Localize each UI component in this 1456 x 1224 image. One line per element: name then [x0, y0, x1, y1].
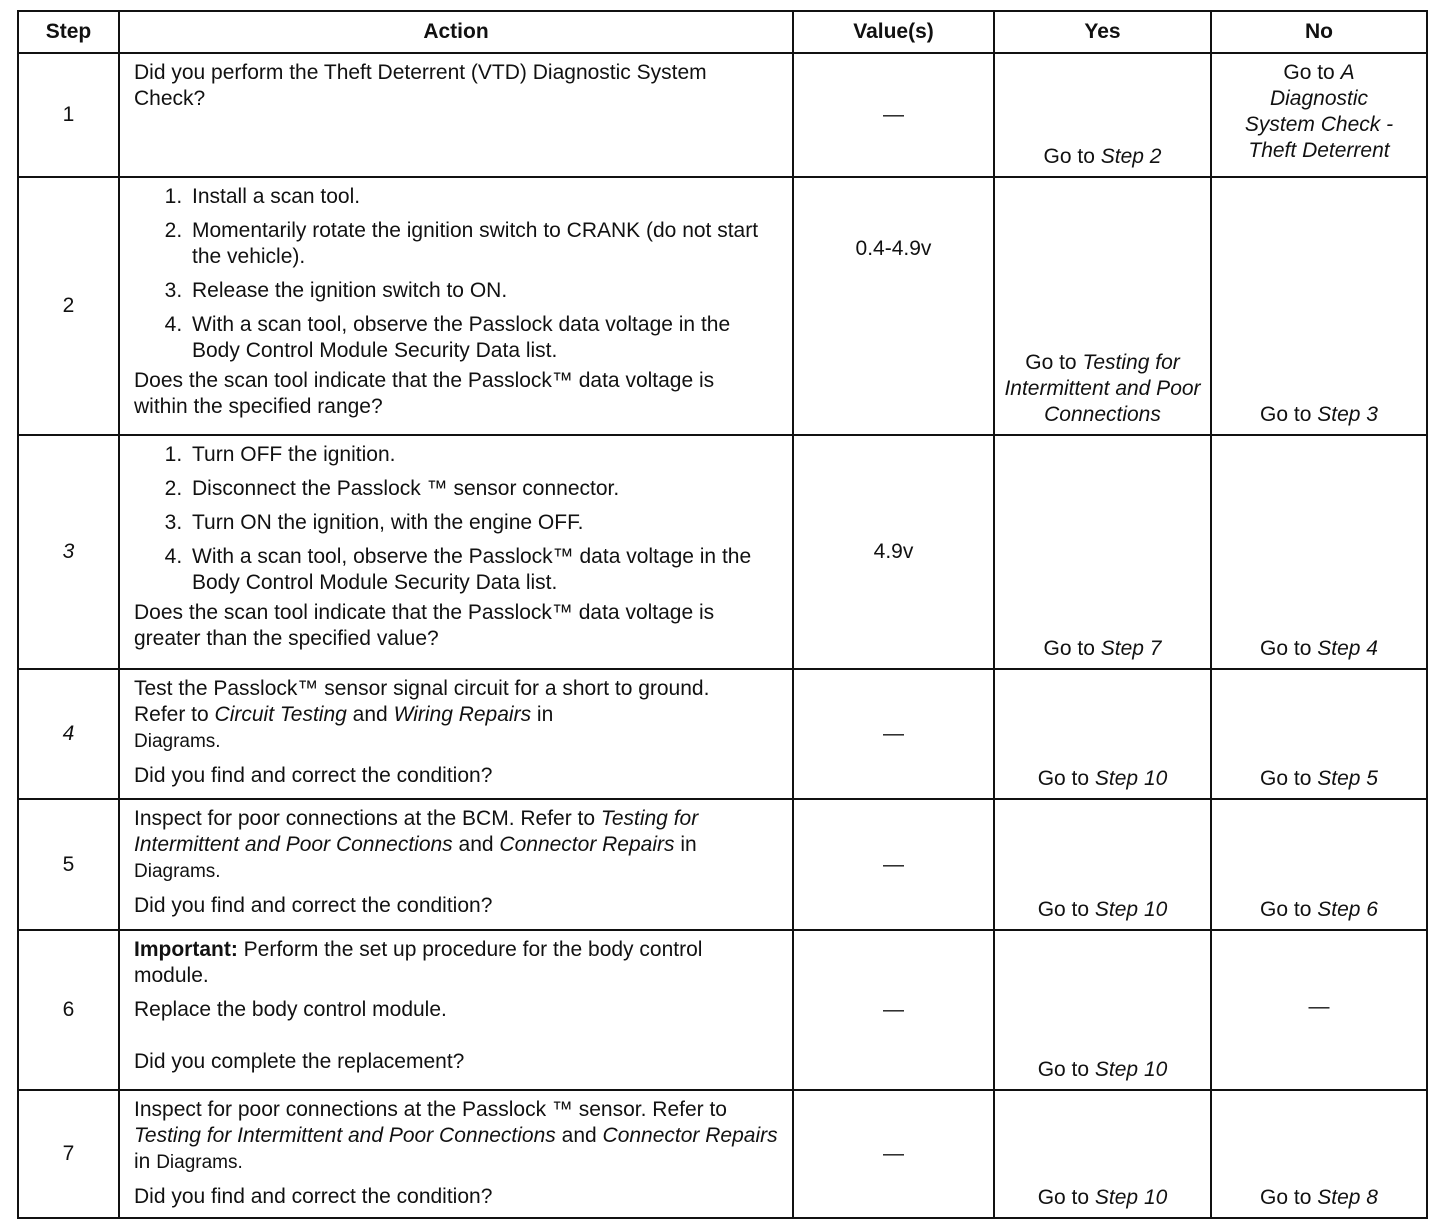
goto-link[interactable]: Step 3 [1317, 403, 1378, 426]
reference-link[interactable]: Testing for Intermittent and Poor Connections [134, 807, 699, 856]
step-number: 7 [18, 1090, 119, 1218]
yes-cell [994, 435, 1211, 669]
goto-prefix: Go to [1037, 767, 1090, 790]
action-cell [119, 669, 793, 799]
goto-prefix: Go to [1283, 61, 1335, 84]
value-cell [793, 177, 994, 435]
value-cell: — [793, 799, 994, 930]
no-cell [1211, 799, 1427, 930]
header-no: No [1211, 11, 1427, 53]
header-yes: Yes [994, 11, 1211, 53]
action-cell [119, 435, 793, 669]
table-row [18, 1090, 1427, 1218]
goto-link-cont[interactable]: System Check - [1244, 113, 1394, 136]
goto-link-cont[interactable]: Theft Deterrent [1248, 139, 1390, 162]
action-text: Replace the body control module. [134, 998, 447, 1021]
action-cell [119, 930, 793, 1090]
yes-cell [994, 799, 1211, 930]
step-number: 3 [18, 435, 119, 669]
goto-link[interactable]: Step 10 [1094, 1058, 1168, 1081]
no-cell: — [1211, 930, 1427, 1090]
header-action: Action [119, 11, 793, 53]
yes-cell [994, 669, 1211, 799]
procedure-item: 2. Disconnect the Passlock ™ sensor connector. [188, 476, 784, 502]
action-text-part: Inspect for poor connections at the Passlock ™ sensor. Refer to [134, 1098, 727, 1121]
goto-link[interactable]: Step 2 [1100, 145, 1162, 168]
step-number: 5 [18, 799, 119, 930]
value-cell: — [793, 1090, 994, 1218]
reference-link[interactable]: Testing for Intermittent and Poor Connections [134, 1124, 556, 1147]
yes-cell [994, 930, 1211, 1090]
goto-prefix: Go to [1037, 898, 1090, 921]
goto-link[interactable]: Step 7 [1100, 637, 1162, 660]
yes-cell [994, 53, 1211, 177]
header-step: Step [18, 11, 119, 53]
goto-link[interactable]: Step 6 [1317, 898, 1378, 921]
goto-prefix: Go to [1037, 1186, 1090, 1209]
procedure-item: 4. With a scan tool, observe the Passlock™ data voltage in the Body Control Module Security Data list. [188, 544, 784, 596]
reference-link[interactable]: Wiring Repairs [393, 703, 532, 726]
procedure-item: 3. Turn ON the ignition, with the engine OFF. [188, 510, 784, 536]
question-text: Did you find and correct the condition? [134, 894, 493, 917]
question-text: Does the scan tool indicate that the Passlock™ data voltage is within the specified range? [134, 369, 715, 418]
no-cell [1211, 177, 1427, 435]
goto-prefix: Go to [1037, 1058, 1090, 1081]
diagrams-reference: Diagrams. [134, 731, 221, 752]
goto-prefix: Go to [1025, 351, 1077, 374]
procedure-item: 4. With a scan tool, observe the Passlock data voltage in the Body Control Module Security Data list. [188, 312, 784, 364]
goto-prefix: Go to [1043, 637, 1095, 660]
important-note [134, 937, 784, 989]
goto-link[interactable]: Step 10 [1094, 767, 1168, 790]
yes-cell [994, 1090, 1211, 1218]
action-text [134, 1097, 784, 1176]
goto-prefix: Go to [1260, 403, 1312, 426]
action-text-part: and [561, 1124, 597, 1147]
table-row [18, 930, 1427, 1090]
step-number: 6 [18, 930, 119, 1090]
question-text: Does the scan tool indicate that the Passlock™ data voltage is greater than the specified value? [134, 601, 715, 650]
header-values: Value(s) [793, 11, 994, 53]
goto-prefix: Go to [1260, 1186, 1312, 1209]
important-text: Perform the set up procedure for the body control module. [134, 938, 703, 987]
goto-prefix: Go to [1260, 898, 1312, 921]
procedure-list [134, 184, 784, 364]
table-row [18, 799, 1427, 930]
diagrams-reference: Diagrams. [134, 861, 221, 882]
goto-link[interactable]: Step 5 [1317, 767, 1378, 790]
step-number: 4 [18, 669, 119, 799]
goto-link[interactable]: Testing for Intermittent and Poor Connections [1004, 351, 1201, 426]
goto-link[interactable]: Step 4 [1317, 637, 1378, 660]
action-text: Did you perform the Theft Deterrent (VTD) Diagnostic System Check? [134, 61, 707, 110]
value-cell: 4.9v [793, 435, 994, 669]
action-cell [119, 1090, 793, 1218]
goto-link[interactable]: Step 8 [1317, 1186, 1378, 1209]
reference-link[interactable]: Connector Repairs [602, 1124, 778, 1147]
no-cell [1211, 435, 1427, 669]
reference-link[interactable]: Circuit Testing [214, 703, 347, 726]
table-row [18, 669, 1427, 799]
goto-link[interactable]: Step 10 [1094, 1186, 1168, 1209]
yes-cell [994, 177, 1211, 435]
goto-link[interactable]: A [1340, 61, 1355, 84]
goto-prefix: Go to [1260, 767, 1312, 790]
value-cell: — [793, 930, 994, 1090]
value-cell: — [793, 669, 994, 799]
no-cell [1211, 53, 1427, 177]
question-text: Did you complete the replacement? [134, 1050, 465, 1073]
goto-prefix: Go to [1043, 145, 1095, 168]
table-row [18, 53, 1427, 177]
action-cell [119, 177, 793, 435]
step-number: 2 [18, 177, 119, 435]
reference-link[interactable]: Connector Repairs [499, 833, 675, 856]
header-row [18, 11, 1427, 53]
action-text-part: in [536, 703, 554, 726]
action-text [134, 806, 784, 885]
procedure-item: 1. Install a scan tool. [188, 184, 784, 210]
important-label: Important: [134, 938, 238, 961]
procedure-item: 3. Release the ignition switch to ON. [188, 278, 784, 304]
value-cell: — [793, 53, 994, 177]
action-text-part: in [680, 833, 697, 856]
procedure-item: 2. Momentarily rotate the ignition switch to CRANK (do not start the vehicle). [188, 218, 784, 270]
action-text [134, 676, 784, 755]
action-cell [119, 53, 793, 177]
goto-prefix: Go to [1260, 637, 1312, 660]
no-cell [1211, 1090, 1427, 1218]
table-row [18, 435, 1427, 669]
diagrams-reference: Diagrams. [156, 1152, 243, 1173]
diagnostic-table [17, 10, 1428, 1219]
goto-link-cont[interactable]: Diagnostic [1269, 87, 1369, 110]
action-text-part: and [352, 703, 388, 726]
procedure-item: 1. Turn OFF the ignition. [188, 442, 784, 468]
step-number: 1 [18, 53, 119, 177]
goto-link[interactable]: Step 10 [1094, 898, 1168, 921]
value-text: 0.4-4.9v [855, 237, 932, 260]
procedure-list [134, 442, 784, 596]
question-text: Did you find and correct the condition? [134, 1185, 493, 1208]
action-cell [119, 799, 793, 930]
action-text-part: in [134, 1150, 151, 1173]
action-text-part: Inspect for poor connections at the BCM. Refer to [134, 807, 596, 830]
action-text-part: and [458, 833, 494, 856]
no-cell [1211, 669, 1427, 799]
question-text: Did you find and correct the condition? [134, 764, 493, 787]
table-row [18, 177, 1427, 435]
action-text-part: Test the Passlock™ sensor signal circuit for a short to ground. Refer to [134, 677, 710, 726]
